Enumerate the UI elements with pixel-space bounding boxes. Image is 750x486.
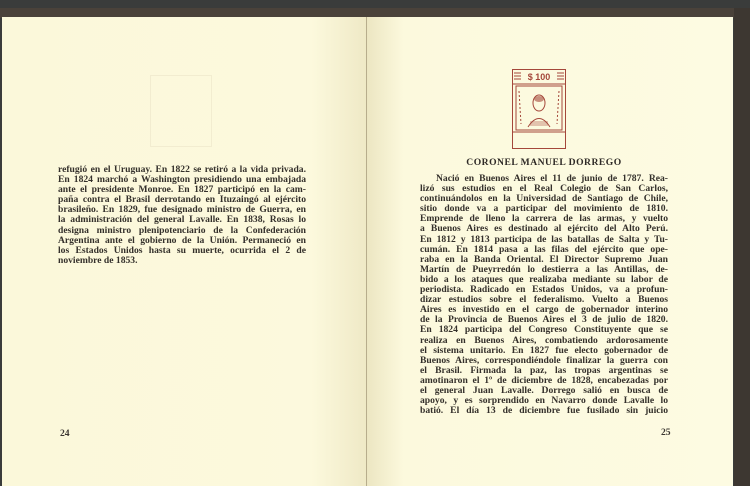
text-line: el Brasil. Firmada la paz, las tropas argentinas se: [420, 364, 668, 376]
text-line: paña contra el Brasil derrotando en Ituzaingó al ejército: [58, 194, 306, 206]
right-page-text: [420, 174, 668, 416]
text-line: Martín de Pueyrredón lo destierra a las Antillas, de-: [420, 263, 668, 275]
text-line: Nació en Buenos Aires el 11 de junio de 1787. Rea-: [436, 173, 668, 184]
text-line: Buenos Aires, correspondiéndole finalizar la guerra con: [420, 354, 668, 366]
stamp-image: [512, 69, 566, 149]
text-line: designa ministro plenipotenciario de la Confederación: [58, 224, 306, 236]
text-line: brasileño. En 1829, fue designado ministro de Guerra, en: [58, 204, 306, 216]
stamp-portrait-icon: [513, 70, 565, 148]
text-line: amotinaron el 1º de diciembre de 1828, encabezadas por: [420, 374, 668, 386]
text-line: la administración del general Lavalle. En 1838, Rosas lo: [58, 214, 306, 226]
text-line: los Estados Unidos hasta su muerte, ocurrida el 2 de: [58, 244, 306, 256]
text-line: En 1824 marchó a Washington presidiendo una embajada: [58, 174, 306, 186]
section-title: CORONEL MANUEL DORREGO: [466, 157, 622, 168]
text-line: batió. El día 13 de diciembre fue fusilado sin juicio: [420, 405, 668, 417]
text-line: sitio donde va a participar del movimiento de 1810.: [420, 203, 668, 215]
text-line: Aires es investido en el cargo de gobernador interino: [420, 304, 668, 316]
text-line: cumán. En 1814 pasa a las filas del ejército que ope-: [420, 243, 668, 255]
page-number-right: 25: [661, 427, 671, 438]
text-line: a Buenos Aires es destinado al ejército del Alto Perú.: [420, 223, 668, 235]
text-line: continuándolos en la Universidad de Santiago de Chile,: [420, 193, 668, 205]
left-page-text: [58, 165, 306, 266]
text-line: Emprende de lleno la carrera de las armas, y vuelto: [420, 213, 668, 225]
text-line: dizar estudios sobre el federalismo. Vuelto a Buenos: [420, 294, 668, 306]
page-number-left: 24: [60, 428, 70, 439]
book-cover-edge: [734, 8, 750, 486]
text-line: bido a los ataques que realizaba mediante su labor de: [420, 273, 668, 285]
text-line: En 1812 y 1813 participa de las batallas de Salta y Tu-: [420, 233, 668, 245]
text-line: raba en la Banda Oriental. El Director Supremo Juan: [420, 253, 668, 265]
text-line: En 1824 participa del Congreso Constituyente que se: [420, 324, 668, 336]
text-line: periodista. Radicado en Estados Unidos, va a profun-: [420, 284, 668, 296]
text-line: refugió en el Uruguay. En 1822 se retiró a la vida privada.: [58, 164, 306, 175]
show-through-stamp-image: [150, 75, 212, 147]
book-gutter: [366, 17, 367, 486]
text-line: noviembre de 1853.: [58, 254, 138, 266]
stamp-value: $ 100: [527, 72, 551, 82]
text-line: ante el presidente Monroe. En 1827 participó en la cam-: [58, 184, 306, 196]
text-line: Argentina ante el gobierno de la Unión. Permaneció en: [58, 234, 306, 246]
text-line: lizó sus estudios en el Real Colegio de San Carlos,: [420, 183, 668, 195]
text-line: el sistema unitario. En 1827 fue electo gobernador de: [420, 344, 668, 356]
text-line: apoyo, y es sorprendido en Navarro donde Lavalle lo: [420, 395, 668, 407]
text-line: de la Provincia de Buenos Aires el 3 de julio de 1820.: [420, 314, 668, 326]
text-line: realiza en Buenos Aires, combatiendo ardorosamente: [420, 334, 668, 346]
text-line: el general Juan Lavalle. Dorrego salió en busca de: [420, 384, 668, 396]
